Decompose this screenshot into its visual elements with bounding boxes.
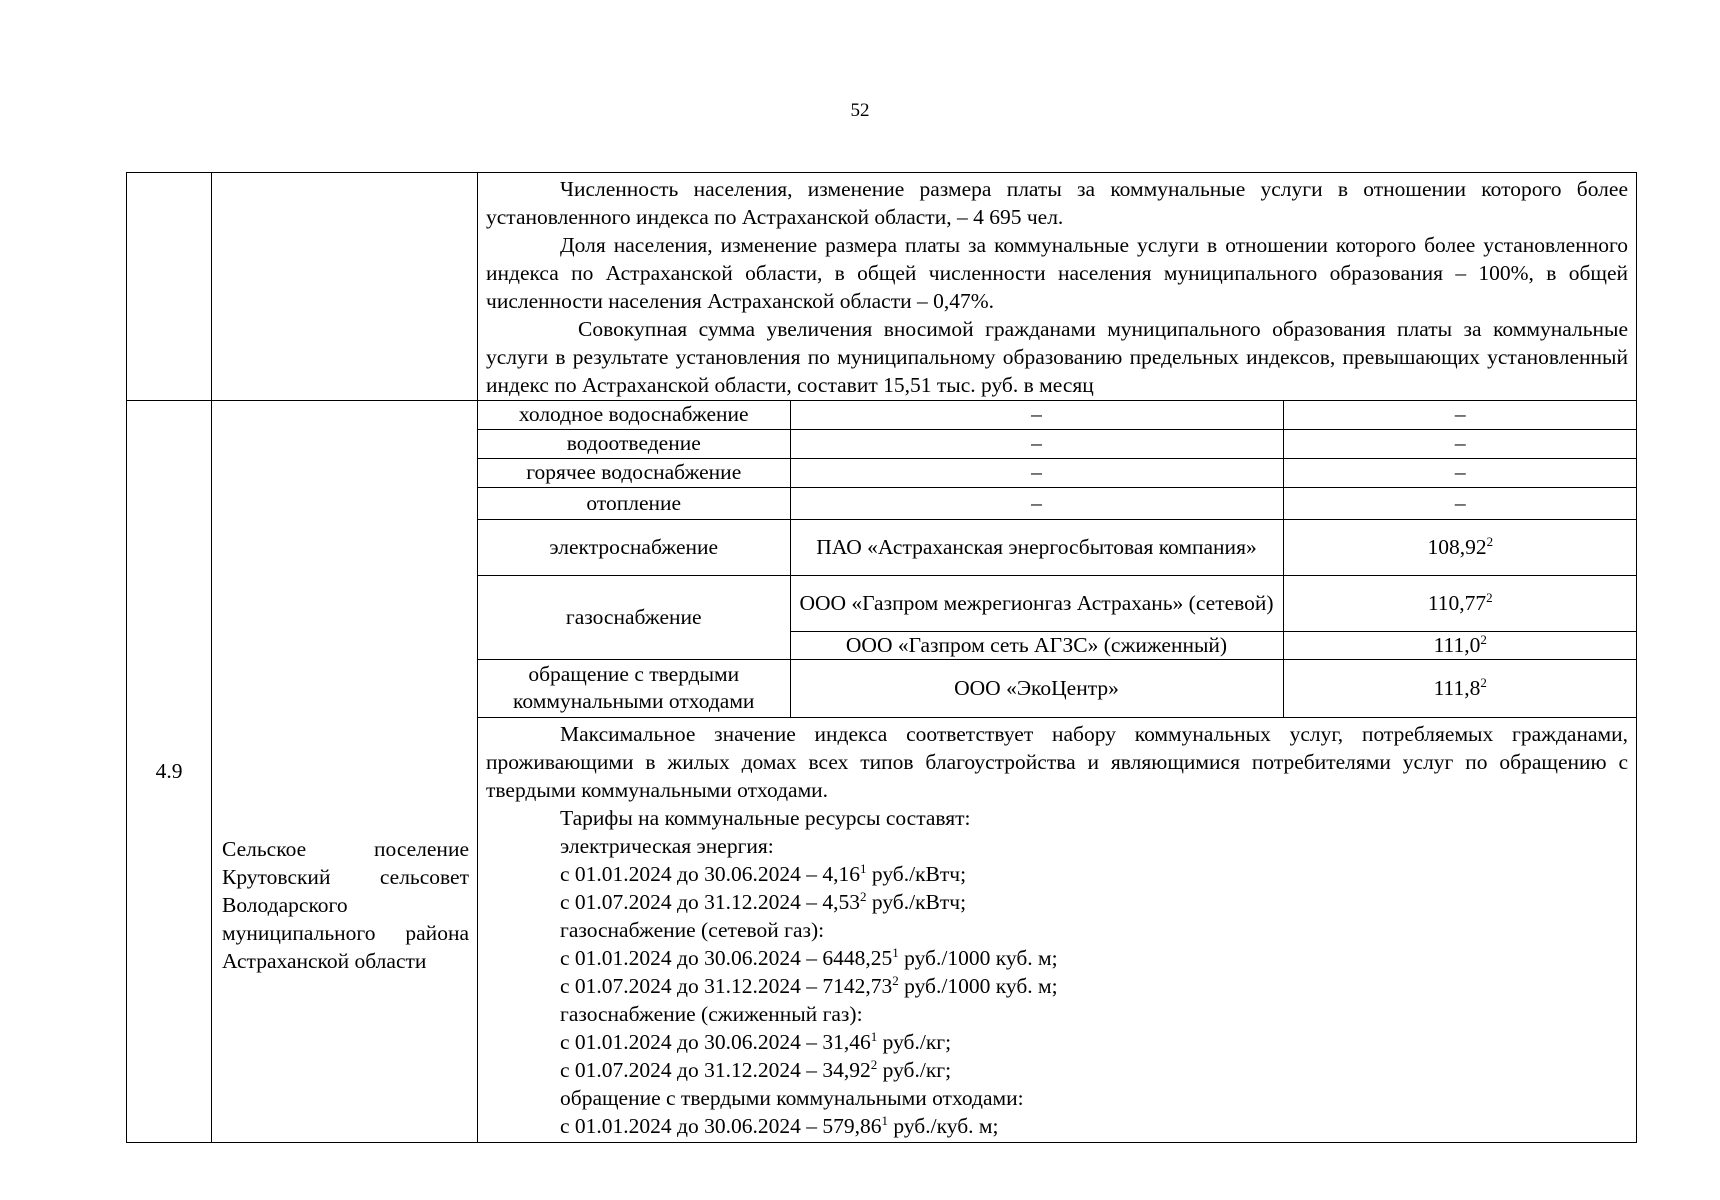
- service-index: –: [1283, 429, 1637, 458]
- service-name: обращение с твердыми коммунальными отходами: [478, 659, 790, 717]
- network-gas-title: газоснабжение (сетевой газ):: [560, 917, 825, 942]
- service-provider: –: [790, 429, 1283, 458]
- service-provider: ПАО «Астраханская энергосбытовая компания»: [790, 519, 1283, 575]
- service-row: [478, 487, 1637, 519]
- footnote-mark: 2: [1486, 533, 1494, 549]
- service-provider: –: [790, 458, 1283, 487]
- services-cell: [478, 401, 1637, 1143]
- service-row: [478, 429, 1637, 458]
- municipality-name: Сельское поселение Крутовский сельсовет Володарского муниципального района Астраханской области: [222, 837, 469, 974]
- network-gas-tariff-2: с 01.07.2024 до 31.12.2024 – 7142,73$^2$ руб./1000 куб. м;: [560, 972, 1058, 998]
- footnote-mark: 2: [1486, 589, 1493, 605]
- tariff-table: [126, 172, 1637, 1143]
- service-row: [478, 401, 1637, 429]
- max-index-note: Максимальное значение индекса соответствует набору коммунальных услуг, потребляемых гражданами, проживающими в жилых домах всех типов благоустройства и являющимися потребителями услуг по обращению с твердыми коммунальными отходами.: [486, 721, 1628, 802]
- service-provider: ООО «Газпром межрегионгаз Астрахань» (сетевой): [790, 575, 1283, 631]
- index-value: 111,0: [1433, 632, 1481, 657]
- liquefied-gas-tariff-2: с 01.07.2024 до 31.12.2024 – 34,92$^2$ руб./кг;: [560, 1056, 952, 1082]
- waste-tariff-1: с 01.01.2024 до 30.06.2024 – 579,86$^1$ руб./куб. м;: [560, 1112, 999, 1138]
- service-row: [478, 519, 1637, 575]
- tariff-notes: [478, 718, 1636, 1142]
- service-provider: –: [790, 487, 1283, 519]
- service-index: –: [1283, 487, 1637, 519]
- service-index: [1283, 519, 1637, 575]
- service-provider: ООО «ЭкоЦентр»: [790, 659, 1283, 717]
- service-row: [478, 659, 1637, 717]
- index-value: 108,92: [1427, 534, 1487, 559]
- service-name: горячее водоснабжение: [478, 458, 790, 487]
- network-gas-tariff-1: с 01.01.2024 до 30.06.2024 – 6448,25$^1$ руб./1000 куб. м;: [560, 944, 1058, 970]
- services-table: [478, 401, 1637, 718]
- population-count-paragraph: Численность населения, изменение размера платы за коммунальные услуги в отношении которого более установленного индекса по Астраханской области, – 4 695 чел.: [486, 177, 1628, 229]
- table-row-4-9: [127, 401, 1637, 1143]
- electricity-tariff-2: с 01.07.2024 до 31.12.2024 – 4,53$^2$ руб./кВтч;: [560, 888, 967, 914]
- service-index: [1283, 575, 1637, 631]
- index-value: 111,8: [1433, 675, 1481, 700]
- service-index: –: [1283, 458, 1637, 487]
- service-provider: –: [790, 401, 1283, 429]
- liquefied-gas-tariff-1: с 01.01.2024 до 30.06.2024 – 31,46$^1$ руб./кг;: [560, 1028, 952, 1054]
- service-index: [1283, 659, 1637, 717]
- footnote-mark: 2: [1480, 631, 1487, 647]
- footnote-mark: 2: [1480, 674, 1487, 690]
- service-index: –: [1283, 401, 1637, 429]
- service-name: водоотведение: [478, 429, 790, 458]
- population-share-paragraph: Доля населения, изменение размера платы за коммунальные услуги в отношении которого более установленного индекса по Астраханской области, в общей численности населения муниципального образования – 100%, в общей численности населения Астраханской области – 0,47%.: [486, 233, 1628, 313]
- total-increase-paragraph: Совокупная сумма увеличения вносимой гражданами муниципального образования платы за коммунальные услуги в результате установления по муниципальному образованию предельных индексов, превышающих установленный индекс по Астраханской области, составит 15,51 тыс. руб. в месяц: [486, 317, 1628, 397]
- service-name: отопление: [478, 487, 790, 519]
- waste-title: обращение с твердыми коммунальными отходами:: [560, 1085, 1024, 1110]
- row-number: 4.9: [127, 401, 212, 1143]
- service-name: газоснабжение: [478, 575, 790, 659]
- liquefied-gas-title: газоснабжение (сжиженный газ):: [560, 1001, 863, 1026]
- page-number: 52: [850, 100, 870, 121]
- service-name: электроснабжение: [478, 519, 790, 575]
- index-value: 110,77: [1427, 590, 1487, 615]
- tariffs-title: Тарифы на коммунальные ресурсы составят:: [560, 805, 971, 830]
- service-provider: ООО «Газпром сеть АГЗС» (сжиженный): [790, 631, 1283, 659]
- municipality-name-cell: [212, 401, 478, 1143]
- service-name: холодное водоснабжение: [478, 401, 790, 429]
- table-row-previous: [127, 173, 1637, 401]
- service-row: [478, 458, 1637, 487]
- population-info-cell: [478, 173, 1637, 401]
- service-row: [478, 575, 1637, 631]
- electricity-tariff-1: с 01.01.2024 до 30.06.2024 – 4,16$^1$ руб./кВтч;: [560, 860, 967, 886]
- service-index: [1283, 631, 1637, 659]
- electricity-title: электрическая энергия:: [560, 833, 774, 858]
- row-number-cell-empty: [127, 173, 212, 401]
- municipality-cell-empty: [212, 173, 478, 401]
